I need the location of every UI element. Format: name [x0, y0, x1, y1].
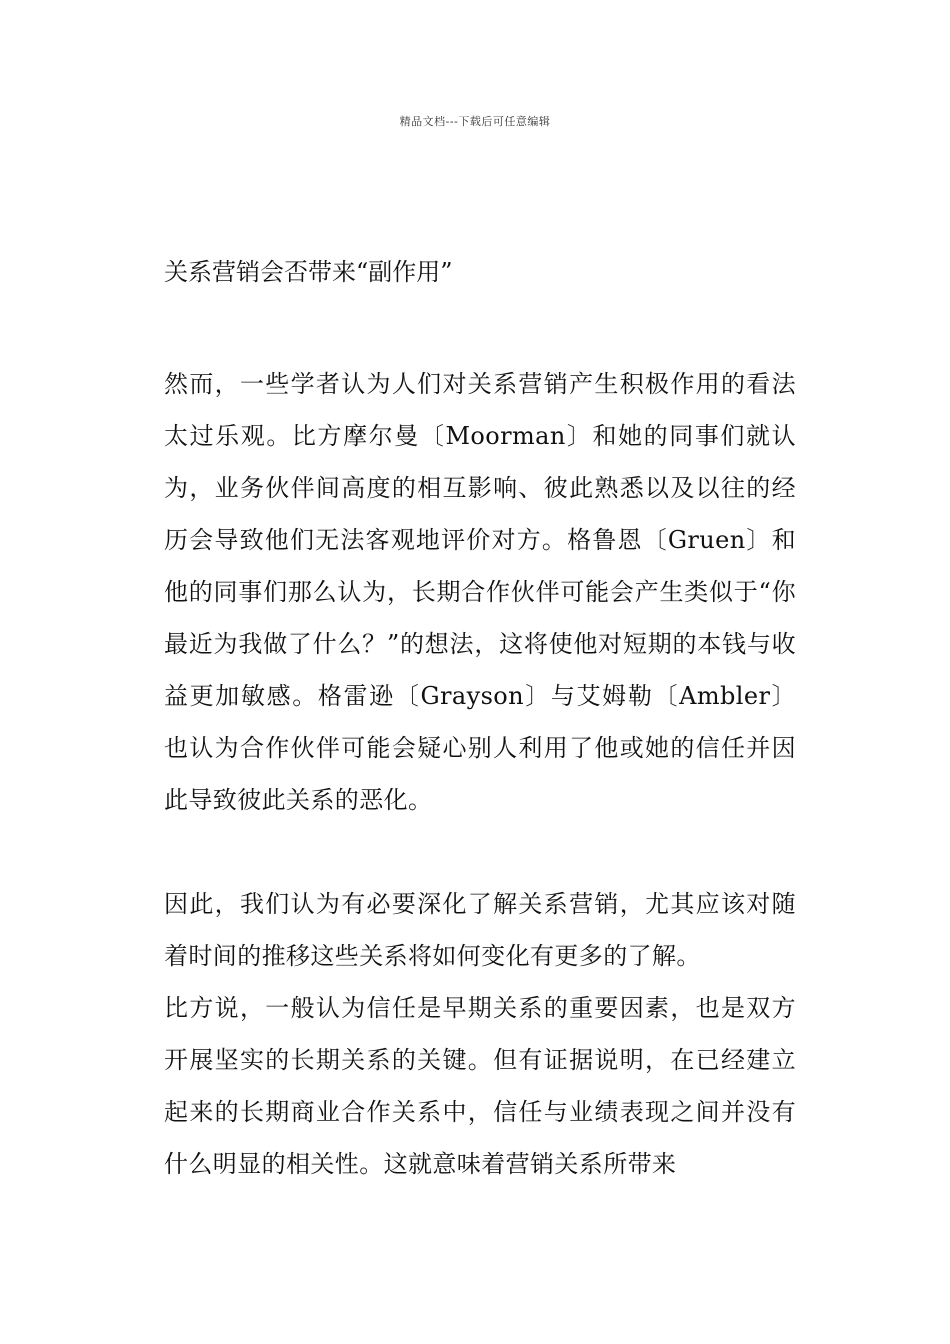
document-title: 关系营销会否带来“副作用” [164, 258, 453, 286]
paragraph-3: 比方说，一般认为信任是早期关系的重要因素，也是双方开展坚实的长期关系的关键。但有证据说明，在已经建立起来的长期商业合作关系中，信任与业绩表现之间并没有什么明显的相关性。这就意味着营销关系所带来 [164, 994, 796, 1178]
paragraph-2: 因此，我们认为有必要深化了解关系营销，尤其应该对随着时间的推移这些关系将如何变化有更多的了解。 [164, 890, 796, 970]
document-body [164, 252, 796, 1190]
page-header: 精品文档---下载后可任意编辑 [399, 115, 551, 128]
paragraph-1: 然而，一些学者认为人们对关系营销产生积极作用的看法太过乐观。比方摩尔曼〔Moorman〕和她的同事们就认为，业务伙伴间高度的相互影响、彼此熟悉以及以往的经历会导致他们无法客观地评价对方。格鲁恩〔Gruen〕和他的同事们那么认为，长期合作伙伴可能会产生类似于“你最近为我做了什么？”的想法，这将使他对短期的本钱与收益更加敏感。格雷逊〔Grayson〕与艾姆勒〔Ambler〕也认为合作伙伴可能会疑心别人利用了他或她的信任并因此导致彼此关系的恶化。 [164, 370, 796, 814]
